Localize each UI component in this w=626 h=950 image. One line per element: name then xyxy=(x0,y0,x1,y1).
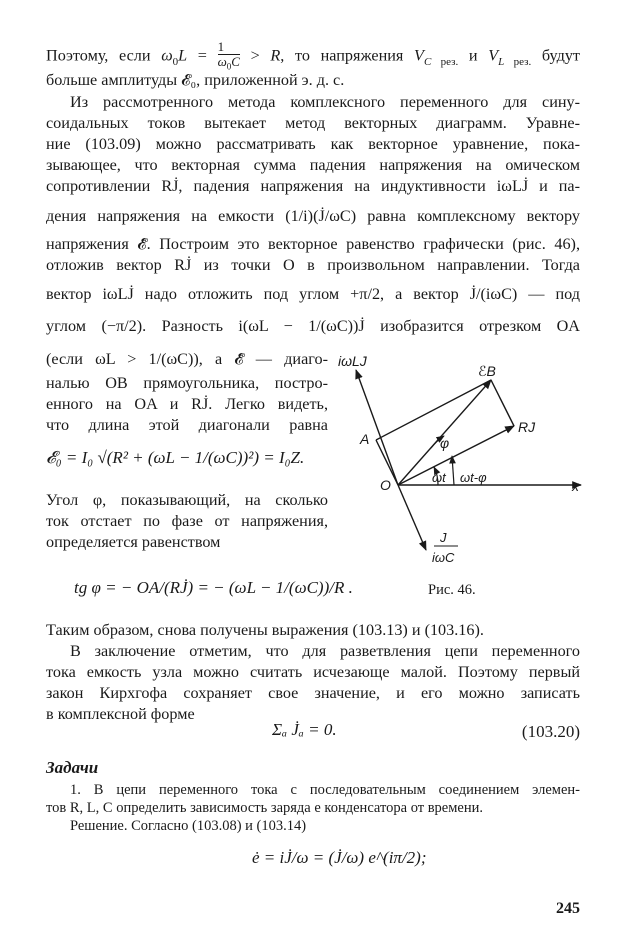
text-line: енного на OA и RJ̇. Легко видеть, xyxy=(46,395,328,413)
text-line: Из рассмотренного метода комплексного переменного для сину- xyxy=(70,93,580,111)
vector-rj xyxy=(398,426,514,485)
text-line: ток отстает по фазе от напряжения, xyxy=(46,512,328,530)
text-line: соидальных токов вытекает метод векторных диаграмм. Уравне- xyxy=(46,114,580,132)
vector-iwlj xyxy=(356,370,398,485)
text-line: напряжения 𝓔̇. Построим это векторное равенство графически (рис. 46), xyxy=(46,235,580,253)
page-number: 245 xyxy=(556,900,580,917)
label-o: O xyxy=(380,477,391,493)
label-wt: ωt xyxy=(432,470,446,485)
text-line: зывающее, что векторная сумма падения напряжения на омическом xyxy=(46,156,580,174)
label-iwlj: iωLJ xyxy=(338,353,367,369)
equation-charge: ė = iJ̇/ω = (J̇/ω) e^(iπ/2); xyxy=(252,848,427,867)
label-x: x xyxy=(572,478,579,494)
label-j-den: iωC xyxy=(432,550,455,565)
text-line: тов R, L, C определить зависимость заряда e конденсатора от времени. xyxy=(46,800,484,816)
figure-caption: Рис. 46. xyxy=(428,582,476,598)
text-line: Угол φ, показывающий, на сколько xyxy=(46,491,328,509)
text-line: сопротивлении RJ̇, падения напряжения на индуктивности iωLJ̇ и па- xyxy=(46,177,580,195)
text-line: закон Кирхгофа сохраняет свое значение, и его можно записать xyxy=(46,684,580,702)
text-line: ние (103.09) можно рассматривать как векторное уравнение, пока- xyxy=(46,135,580,153)
text-line: в комплексной форме xyxy=(46,705,195,723)
text-line: (если ωL > 1/(ωC)), а 𝓔̇ — диаго- xyxy=(46,350,328,368)
text-line: больше амплитуды 𝓔₀, приложенной э. д. с. xyxy=(46,71,345,89)
label-a: A xyxy=(360,431,370,447)
tick-wt-phi xyxy=(452,456,454,485)
label-wt-phi: ωt-φ xyxy=(460,470,487,485)
text-line: Поэтому, если $\omega_0L$ = $\frac{1}{\omega_0C}$ > R, то напряжения $V_{C рез.}$ и $V_{L рез.}$ будут xyxy=(46,39,581,72)
text-line: определяется равенством xyxy=(46,533,221,551)
text-line: В заключение отметим, что для разветвления цепи переменного xyxy=(70,642,580,660)
text-line: дения напряжения на емкости (1/i)(J̇/ωC) равна комплексному вектору xyxy=(46,207,580,225)
text-line: налью OB прямоугольника, постро- xyxy=(46,374,328,392)
label-j-num: J xyxy=(440,530,447,545)
label-eb: ℰB xyxy=(478,363,496,379)
equation-tg-phi: tg φ = − OA/(RJ̇) = − (ωL − 1/(ωC))/R . xyxy=(74,578,353,597)
rect-side-ab xyxy=(376,380,491,440)
text-line: углом (−π/2). Разность i(ωL − 1/(ωC))J̇ изобразится отрезком OA xyxy=(46,317,580,335)
equation-number: (103.20) xyxy=(521,722,580,741)
text-line: Решение. Согласно (103.08) и (103.14) xyxy=(70,818,307,834)
label-phi: φ xyxy=(440,435,450,451)
label-rj: RJ xyxy=(518,419,536,435)
text-line: Таким образом, снова получены выражения (103.13) и (103.16). xyxy=(46,621,484,639)
equation-kirchhoff: Σₐ J̇ₐ = 0. xyxy=(272,720,337,739)
rect-side-b-rj xyxy=(491,380,514,426)
section-heading: Задачи xyxy=(46,758,99,777)
text-line: тока емкость узла можно считать исчезающе малой. Поэтому первый xyxy=(46,663,580,681)
text-line: вектор iωLJ̇ надо отложить под углом +π/2, а вектор J̇/(iωC) — под xyxy=(46,285,580,303)
text-line: 1. В цепи переменного тока с последовательным соединением элемен- xyxy=(70,782,580,798)
vector-diagram xyxy=(336,350,596,580)
text-line: отложив вектор RJ̇ из точки O в произвольном направлении. Тогда xyxy=(46,256,580,274)
vector-j-iwc xyxy=(398,485,426,550)
equation-e0: 𝓔₀ = I₀ √(R² + (ωL − 1/(ωC))²) = I₀Z. xyxy=(46,448,305,467)
text-line: что длина этой диагонали равна xyxy=(46,416,328,434)
